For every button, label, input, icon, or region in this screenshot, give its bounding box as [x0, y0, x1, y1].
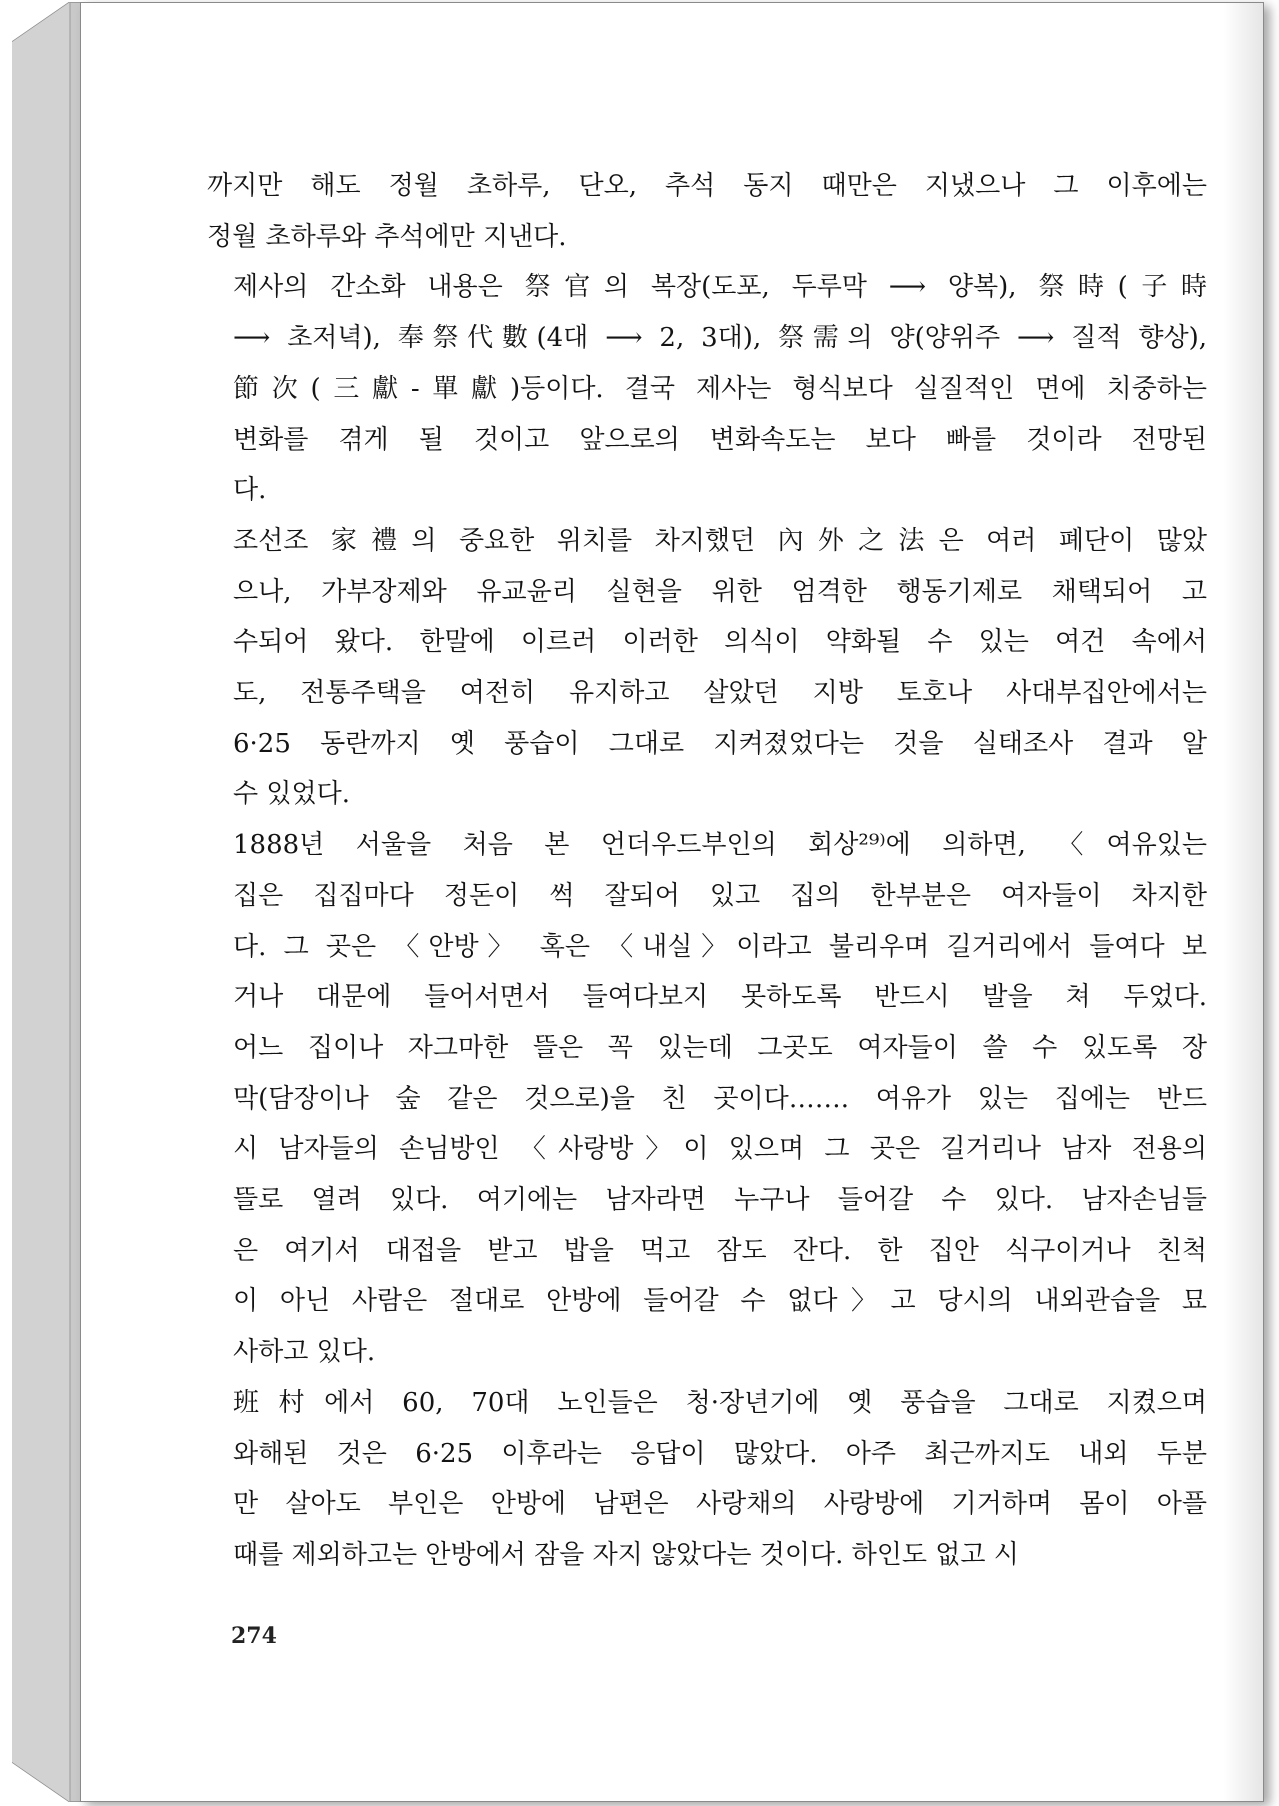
page-number: 274 [231, 1623, 277, 1649]
paragraph [207, 820, 1207, 1378]
body-text [207, 161, 1207, 1581]
text-line: 제사의 간소화 내용은 祭官의 복장(도포, 두루막 ⟶ 양복), 祭時(子時 [233, 272, 1207, 303]
text-line: 節次(三獻-單獻)등이다. 결국 제사는 형식보다 실질적인 면에 치중하는 [233, 373, 1207, 404]
text-line: 으나, 가부장제와 유교윤리 실현을 위한 엄격한 행동기제로 채택되어 고 [233, 576, 1207, 607]
text-line: 뜰로 열려 있다. 여기에는 남자라면 누구나 들어갈 수 있다. 남자손님들 [233, 1185, 1207, 1216]
paragraph [207, 1378, 1207, 1581]
text-line: 다. [233, 475, 267, 506]
text-line: 집은 집집마다 정돈이 썩 잘되어 있고 집의 한부분은 여자들이 차지한 [233, 880, 1207, 911]
paragraph [207, 516, 1207, 820]
text-line: 은 여기서 대접을 받고 밥을 먹고 잠도 잔다. 한 집안 식구이거나 친척 [233, 1235, 1207, 1266]
text-line: 변화를 겪게 될 것이고 앞으로의 변화속도는 보다 빠를 것이라 전망된 [233, 424, 1207, 455]
text-line: ⟶ 초저녁), 奉祭代數(4대 ⟶ 2, 3대), 祭需의 양(양위주 ⟶ 질적 향상), [233, 323, 1207, 354]
paragraph [207, 161, 1207, 262]
text-line: 시 남자들의 손님방인 〈사랑방〉이 있으며 그 곳은 길거리나 남자 전용의 [233, 1134, 1207, 1165]
text-line: 1888년 서울을 처음 본 언더우드부인의 회상²⁹⁾에 의하면, 〈여유있는 [233, 830, 1207, 861]
text-line: 때를 제외하고는 안방에서 잠을 자지 않았다는 것이다. 하인도 없고 시 [233, 1539, 1019, 1570]
text-line: 다. 그 곳은 〈안방〉 혹은 〈내실〉이라고 불리우며 길거리에서 들여다 보 [233, 931, 1207, 962]
text-line: 班村에서 60, 70대 노인들은 청·장년기에 옛 풍습을 그대로 지켰으며 [233, 1387, 1207, 1418]
text-line: 와해된 것은 6·25 이후라는 응답이 많았다. 아주 최근까지도 내외 두분 [233, 1438, 1207, 1469]
text-line: 까지만 해도 정월 초하루, 단오, 추석 동지 때만은 지냈으나 그 이후에는 [207, 171, 1207, 201]
text-line: 수되어 왔다. 한말에 이르러 이러한 의식이 약화될 수 있는 여건 속에서 [233, 627, 1207, 658]
paragraph [207, 262, 1207, 516]
text-line: 이 아닌 사람은 절대로 안방에 들어갈 수 없다〉고 당시의 내외관습을 묘 [233, 1286, 1207, 1317]
book [12, 2, 1272, 1802]
text-line: 도, 전통주택을 여전히 유지하고 살았던 지방 토호나 사대부집안에서는 [233, 678, 1207, 709]
text-line: 정월 초하루와 추석에만 지낸다. [207, 221, 567, 252]
text-line: 거나 대문에 들어서면서 들여다보지 못하도록 반드시 발을 쳐 두었다. [233, 982, 1207, 1013]
text-line: 사하고 있다. [233, 1337, 376, 1368]
text-line: 조선조 家禮의 중요한 위치를 차지했던 內外之法은 여러 폐단이 많았 [233, 525, 1207, 556]
text-line: 만 살아도 부인은 안방에 남편은 사랑채의 사랑방에 기거하며 몸이 아플 [233, 1489, 1207, 1520]
text-line: 어느 집이나 자그마한 뜰은 꼭 있는데 그곳도 여자들이 쓸 수 있도록 장 [233, 1032, 1207, 1063]
text-line: 6·25 동란까지 옛 풍습이 그대로 지켜졌었다는 것을 실태조사 결과 알 [233, 728, 1207, 759]
text-line: 막(담장이나 숲 같은 것으로)을 친 곳이다……. 여유가 있는 집에는 반드 [233, 1083, 1207, 1114]
text-line: 수 있었다. [233, 779, 350, 810]
book-spine [12, 2, 82, 1802]
book-page [80, 2, 1264, 1802]
